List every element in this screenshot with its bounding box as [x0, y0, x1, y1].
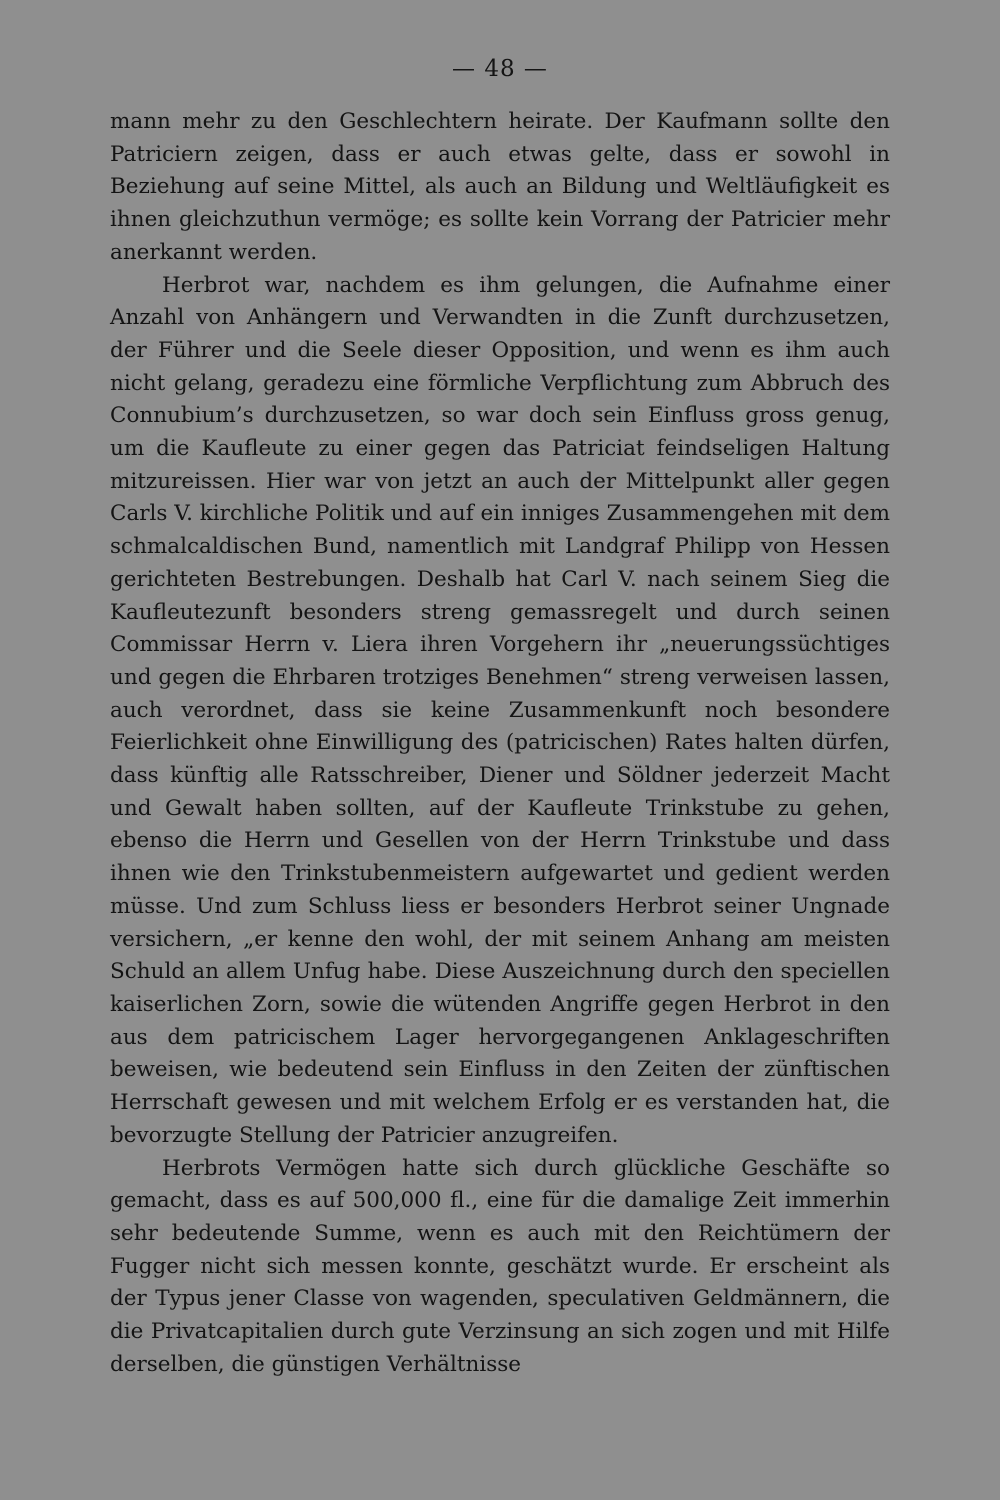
- page-number: — 48 —: [452, 56, 548, 82]
- paragraph-1: mann mehr zu den Geschlechtern heirate. Der Kaufmann sollte den Patriciern zeigen, dass er auch etwas gelte, dass er sowohl in Beziehung auf seine Mittel, als auch an Bildung und Weltläufigkeit es ihnen gleichzuthun vermöge; es sollte kein Vorrang der Patricier mehr anerkannt werden.: [110, 109, 890, 265]
- paragraph-2: Herbrot war, nachdem es ihm gelungen, die Aufnahme einer Anzahl von Anhängern und Verwandten in die Zunft durchzusetzen, der Führer und die Seele dieser Opposition, und wenn es ihm auch nicht gelang, geradezu eine förmliche Verpflichtung zum Abbruch des Connubium’s durchzusetzen, so war doch sein Einfluss gross genug, um die Kaufleute zu einer gegen das Patriciat feindseligen Haltung mitzureissen. Hier war von jetzt an auch der Mittelpunkt aller gegen Carls V. kirchliche Politik und auf ein inniges Zusammengehen mit dem schmalcaldischen Bund, namentlich mit Landgraf Philipp von Hessen gerichteten Bestrebungen. Deshalb hat Carl V. nach seinem Sieg die Kaufleutezunft besonders streng gemassregelt und durch seinen Commissar Herrn v. Liera ihren Vorgehern ihr „neuerungssüchtiges und gegen die Ehrbaren trotziges Benehmen“ streng verweisen lassen, auch verordnet, dass sie keine Zusammenkunft noch besondere Feierlichkeit ohne Einwilligung des (patricischen) Rates halten dürfen, dass künftig alle Ratsschreiber, Diener und Söldner jederzeit Macht und Gewalt haben sollten, auf der Kaufleute Trinkstube zu gehen, ebenso die Herrn und Gesellen von der Herrn Trinkstube und dass ihnen wie den Trinkstubenmeistern aufgewartet und gedient werden müsse. Und zum Schluss liess er besonders Herbrot seiner Ungnade versichern, „er kenne den wohl, der mit seinem Anhang am meisten Schuld an allem Unfug habe. Diese Auszeichnung durch den speciellen kaiserlichen Zorn, sowie die wütenden Angriffe gegen Herbrot in den aus dem patricischem Lager hervorgegangenen Anklageschriften beweisen, wie bedeutend sein Einfluss in den Zeiten der zünftischen Herrschaft gewesen und mit welchem Erfolg er es verstanden hat, die bevorzugte Stellung der Patricier anzugreifen.: [110, 272, 890, 1148]
- book-page: [110, 52, 890, 1381]
- paragraph-3: Herbrots Vermögen hatte sich durch glückliche Geschäfte so gemacht, dass es auf 500,000 fl., eine für die damalige Zeit immerhin sehr bedeutende Summe, wenn es auch mit den Reichtümern der Fugger nicht sich messen konnte, geschätzt wurde. Er erscheint als der Typus jener Classe von wagenden, speculativen Geldmännern, die die Privatcapitalien durch gute Verzinsung an sich zogen und mit Hilfe derselben, die günstigen Verhältnisse: [110, 1155, 890, 1377]
